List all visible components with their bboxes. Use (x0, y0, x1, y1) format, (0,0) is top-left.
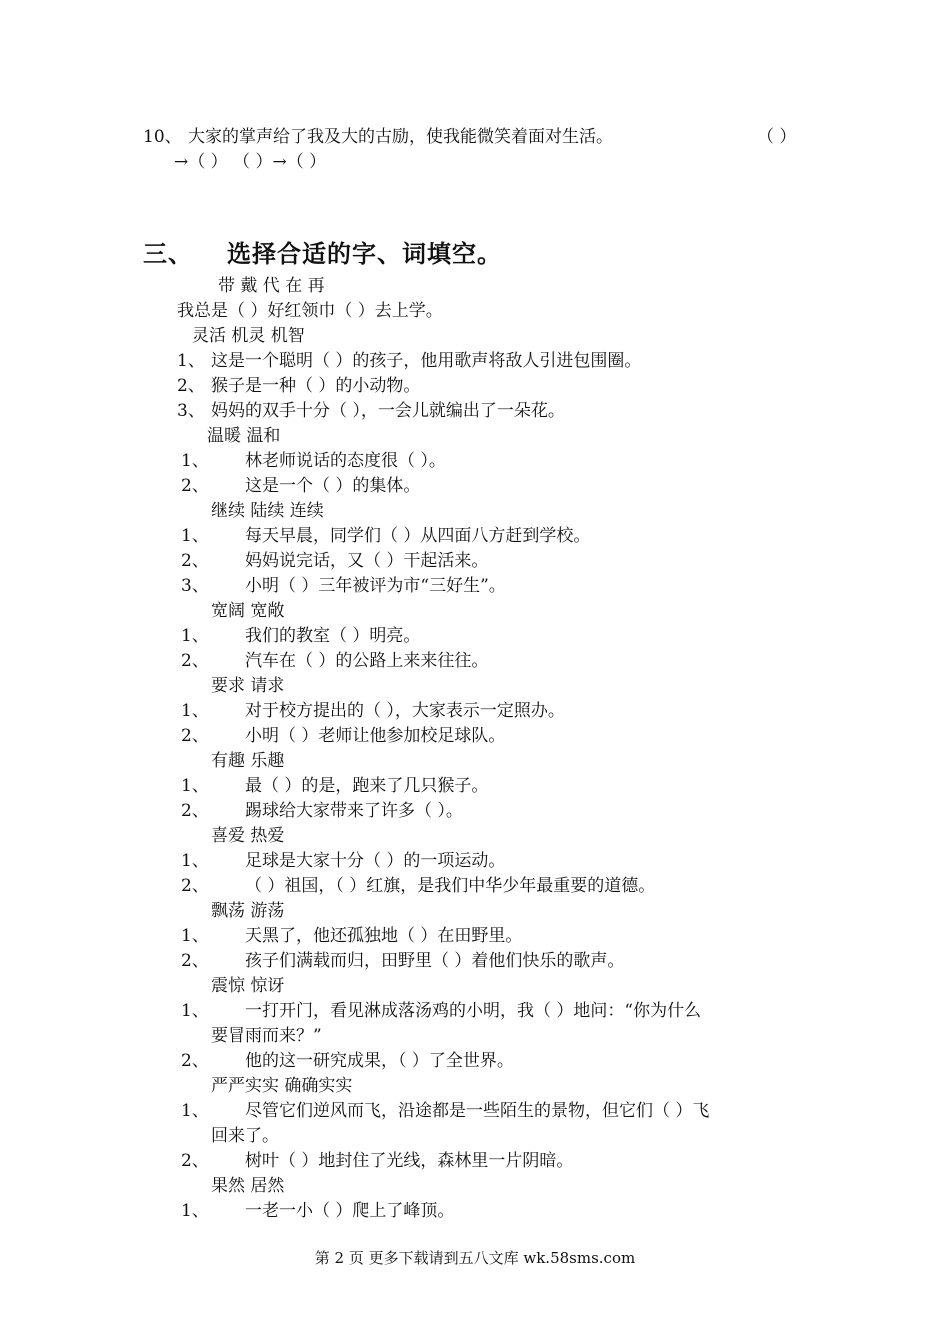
fill-sentence: 孩子们满载而归，田野里（ ）着他们快乐的歌声。 (245, 951, 625, 971)
fill-sentence: 汽车在（ ）的公路上来来往往。 (245, 651, 489, 671)
fill-sentence: 尽管它们逆风而飞，沿途都是一些陌生的景物，但它们（ ）飞 (245, 1101, 710, 1121)
fill-sentence: 妈妈的双手十分（ ），一会儿就编出了一朵花。 (211, 401, 565, 421)
fill-sentence: 我总是（ ）好红领巾（ ）去上学。 (177, 301, 443, 321)
section-title: 选择合适的字、词填空。 (227, 240, 502, 268)
item-number: 2、 (181, 551, 209, 571)
word-group: 震惊 惊讶 (211, 976, 285, 996)
fill-sentence: 天黑了，他还孤独地（ ）在田野里。 (245, 926, 523, 946)
word-group: 温暖 温和 (207, 426, 281, 446)
fill-sentence: 一老一小（ ）爬上了峰顶。 (245, 1201, 455, 1221)
fill-sentence-continued: 要冒雨而来？” (211, 1026, 322, 1046)
item-number: 2、 (181, 726, 209, 746)
q10-text: 大家的掌声给了我及大的古励，使我能微笑着面对生活。 (188, 127, 613, 147)
fill-sentence: 树叶（ ）地封住了光线，森林里一片阴暗。 (245, 1151, 574, 1171)
fill-sentence: 一打开门，看见淋成落汤鸡的小明，我（ ）地问：“你为什么 (245, 1001, 702, 1021)
item-number: 1、 (181, 1001, 209, 1021)
fill-sentence: 妈妈说完话，又（ ）干起活来。 (245, 551, 489, 571)
item-number: 3、 (181, 576, 209, 596)
fill-sentence: 小明（ ）老师让他参加校足球队。 (245, 726, 506, 746)
item-number: 2、 (181, 876, 209, 896)
word-group: 果然 居然 (211, 1176, 285, 1196)
item-number: 1、 (181, 776, 209, 796)
fill-sentence: 最（ ）的是，跑来了几只猴子。 (245, 776, 489, 796)
fill-sentence: 足球是大家十分（ ）的一项运动。 (245, 851, 506, 871)
section-number: 三、 (143, 240, 193, 268)
word-group: 要求 请求 (211, 676, 285, 696)
item-number: 1、 (181, 851, 209, 871)
word-group: 带 戴 代 在 再 (218, 276, 325, 296)
item-number: 2、 (181, 801, 209, 821)
section-heading (143, 234, 502, 269)
fill-sentence: 这是一个（ ）的集体。 (245, 476, 421, 496)
word-group: 继续 陆续 连续 (211, 501, 324, 521)
item-number: 1、 (181, 701, 209, 721)
word-group: 宽阔 宽敞 (211, 601, 285, 621)
word-group: 飘荡 游荡 (211, 901, 285, 921)
q10-arrows: →（ ） （ ）→（ ） (174, 152, 327, 172)
item-number: 1、 (181, 1201, 209, 1221)
fill-sentence: 我们的教室（ ）明亮。 (245, 626, 421, 646)
item-number: 1、 (181, 626, 209, 646)
page-footer: 第 2 页 更多下载请到五八文库 wk.58sms.com (314, 1249, 636, 1267)
fill-sentence: 每天早晨，同学们（ ）从四面八方赶到学校。 (245, 526, 591, 546)
q10-number: 10、 (143, 127, 182, 147)
fill-sentence: 小明（ ）三年被评为市“三好生”。 (245, 576, 506, 596)
fill-sentence-continued: 回来了。 (211, 1126, 279, 1146)
item-number: 2、 (181, 651, 209, 671)
word-group: 喜爱 热爱 (211, 826, 285, 846)
item-number: 2、 (181, 1151, 209, 1171)
fill-sentence: 这是一个聪明（ ）的孩子，他用歌声将敌人引进包围圈。 (211, 351, 642, 371)
fill-sentence: 林老师说话的态度很（ ）。 (245, 451, 446, 471)
q10-paren: （ ） (757, 127, 797, 147)
item-number: 1、 (181, 926, 209, 946)
fill-sentence: 踢球给大家带来了许多（ ）。 (245, 801, 463, 821)
item-number: 2、 (181, 1051, 209, 1071)
item-number: 1、 (177, 351, 205, 371)
item-number: 1、 (181, 451, 209, 471)
item-number: 2、 (181, 951, 209, 971)
fill-sentence: 对于校方提出的（ ），大家表示一定照办。 (245, 701, 565, 721)
item-number: 1、 (181, 526, 209, 546)
fill-sentence: 猴子是一种（ ）的小动物。 (211, 376, 421, 396)
word-group: 严严实实 确确实实 (211, 1076, 353, 1096)
item-number: 1、 (181, 1101, 209, 1121)
item-number: 2、 (177, 376, 205, 396)
item-number: 3、 (177, 401, 205, 421)
word-group: 灵活 机灵 机智 (192, 326, 305, 346)
item-number: 2、 (181, 476, 209, 496)
word-group: 有趣 乐趣 (211, 751, 285, 771)
fill-sentence: （ ）祖国，（ ）红旗，是我们中华少年最重要的道德。 (245, 876, 656, 896)
fill-sentence: 他的这一研究成果，（ ）了全世界。 (245, 1051, 514, 1071)
